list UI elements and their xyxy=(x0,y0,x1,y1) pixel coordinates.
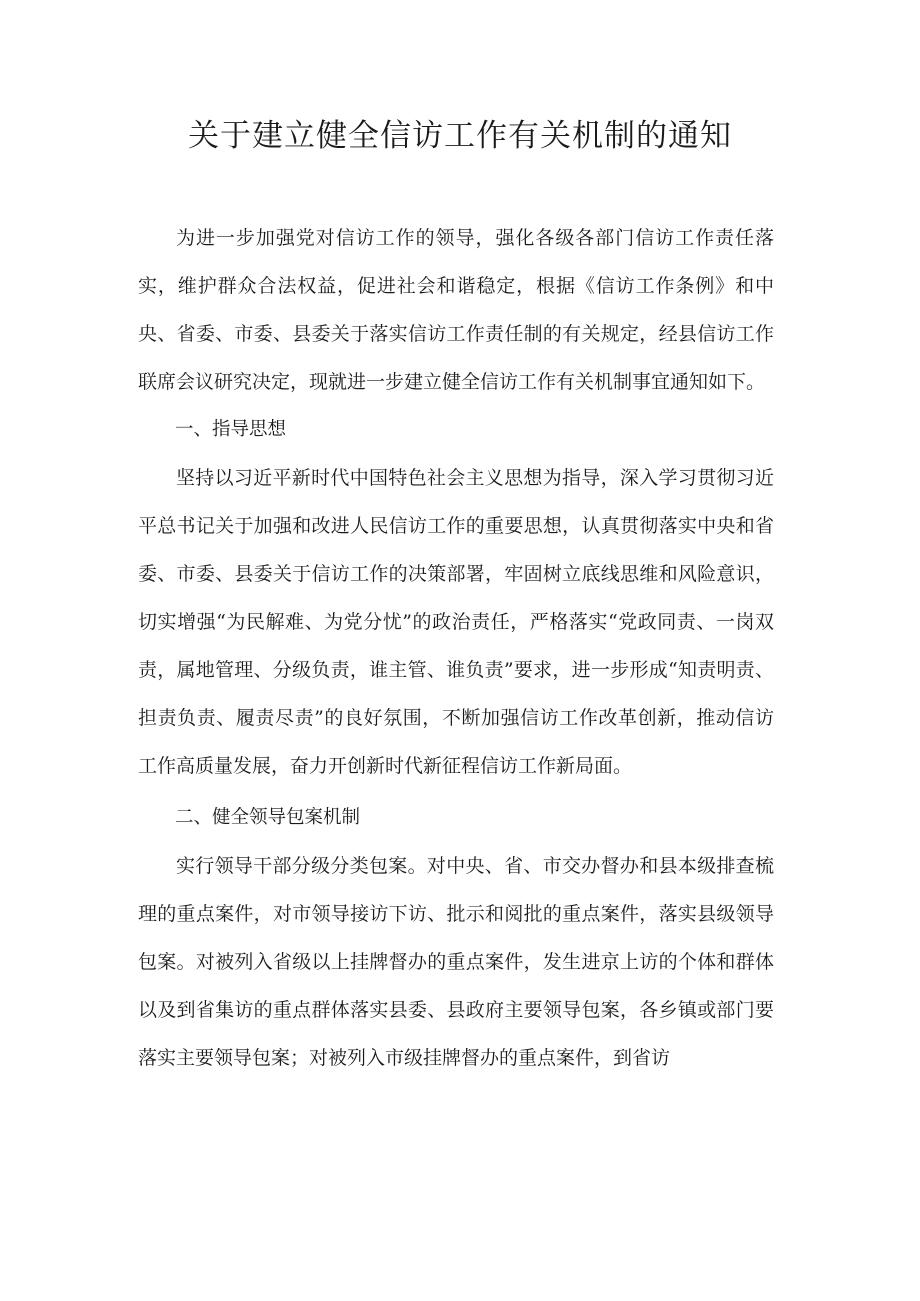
section-heading-guiding-ideology: 一、指导思想 xyxy=(175,419,287,440)
document-body xyxy=(138,214,774,1082)
section-paragraph-guiding-ideology: 坚持以习近平新时代中国特色社会主义思想为指导，深入学习贯彻习近平总书记关于加强和改进人民信访工作的重要思想，认真贯彻落实中央和省委、市委、县委关于信访工作的决策部署，牢固树立底线思维和风险意识，切实增强“为民解难、为党分忧”的政治责任，严格落实“党政同责、一岗双责，属地管理、分级负责，谁主管、谁负责”要求，进一步形成“知责明责、担责负责、履责尽责”的良好氛围，不断加强信访工作改革创新，推动信访工作高质量发展，奋力开创新时代新征程信访工作新局面。 xyxy=(138,467,774,777)
section-paragraph-leadership-case-mechanism: 实行领导干部分级分类包案。对中央、省、市交办督办和县本级排查梳理的重点案件，对市领导接访下访、批示和阅批的重点案件，落实县级领导包案。对被列入省级以上挂牌督办的重点案件，发生进京上访的个体和群体以及到省集访的重点群体落实县委、县政府主要领导包案，各乡镇或部门要落实主要领导包案；对被列入市级挂牌督办的重点案件，到省访 xyxy=(138,855,774,1069)
document-title: 关于建立健全信访工作有关机制的通知 xyxy=(188,118,732,154)
section-heading-leadership-case-mechanism: 二、健全领导包案机制 xyxy=(175,807,361,828)
intro-paragraph: 为进一步加强党对信访工作的领导，强化各级各部门信访工作责任落实，维护群众合法权益，促进社会和谐稳定，根据《信访工作条例》和中央、省委、市委、县委关于落实信访工作责任制的有关规定，经县信访工作联席会议研究决定，现就进一步建立健全信访工作有关机制事宜通知如下。 xyxy=(138,227,774,393)
